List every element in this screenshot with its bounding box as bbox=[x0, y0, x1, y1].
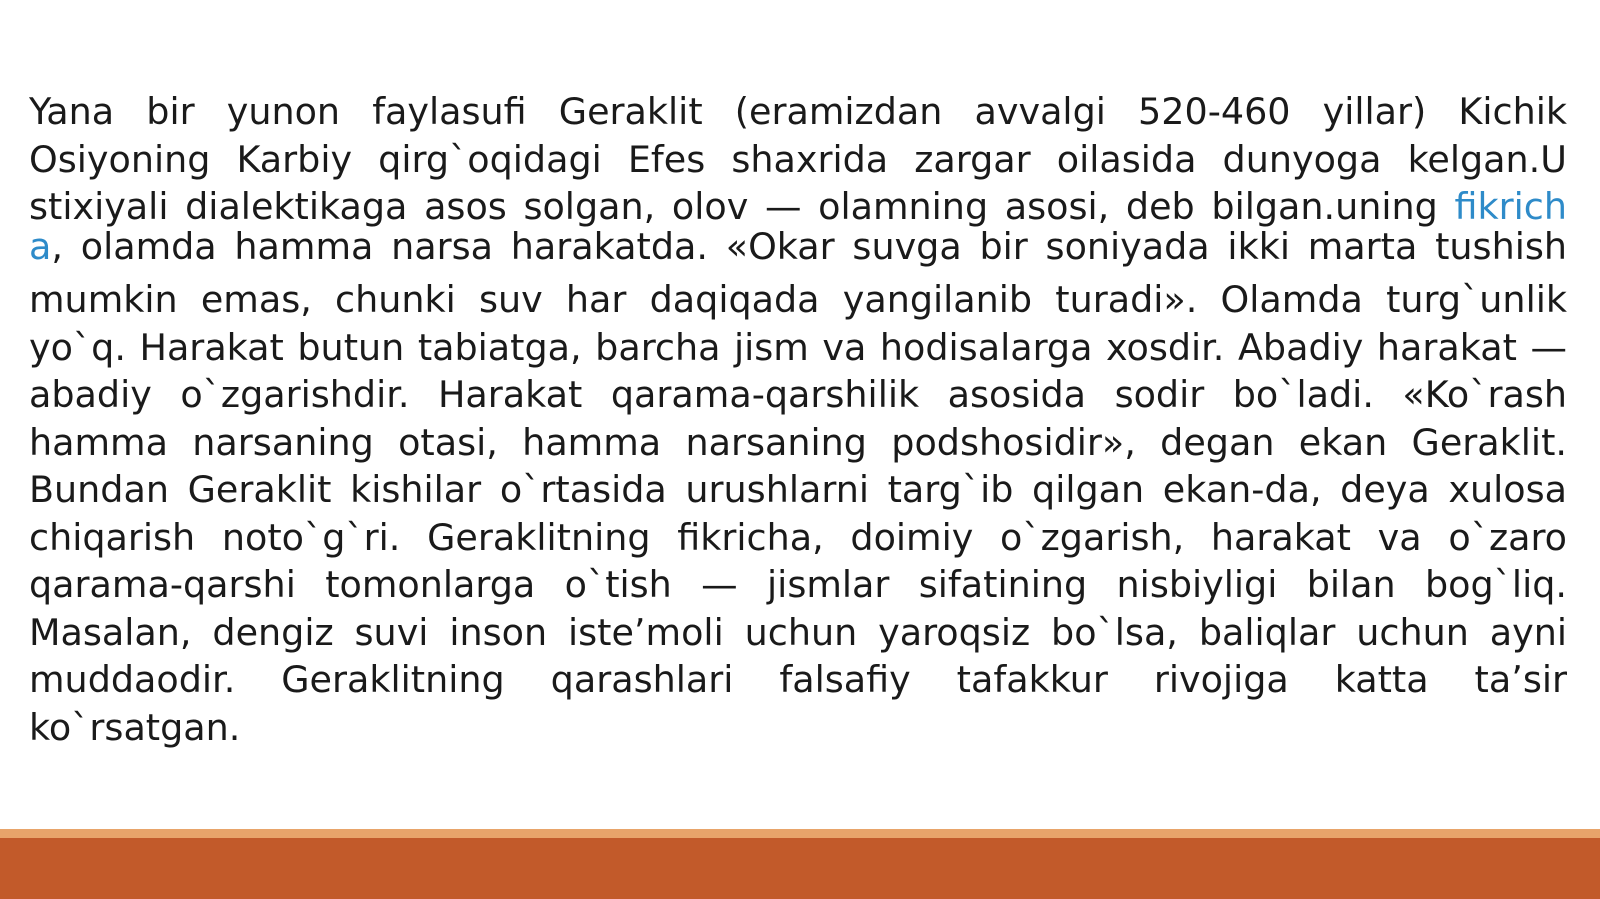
text-line-7: abadiy o`zgarishdir. Harakat qarama-qarshilik asosida sodir bo`ladi. «Ko`rash bbox=[29, 373, 1567, 416]
text-line-1: Yana bir yunon faylasufi Geraklit (eramizdan avvalgi 520-460 yillar) Kichik bbox=[29, 90, 1567, 133]
text-line-12: Masalan, dengiz suvi inson iste’moli uchun yaroqsiz bo`lsa, baliqlar uchun ayni bbox=[29, 610, 1567, 654]
text-line-4 bbox=[29, 223, 1567, 271]
text-line-13: muddaodir. Geraklitning qarashlari falsafiy tafakkur rivojiga katta ta’sir bbox=[29, 658, 1567, 701]
text-line-9: Bundan Geraklit kishilar o`rtasida urushlarni targ`ib qilgan ekan-da, deya xulosa bbox=[29, 468, 1567, 511]
text-line-14: ko`rsatgan. bbox=[29, 705, 241, 749]
body-paragraph bbox=[29, 88, 1567, 751]
text-line-4-content: , olamda hamma narsa harakatda. «Okar suvga bir soniyada ikki marta tushish bbox=[51, 224, 1567, 268]
text-line-2: Osiyoning Karbiy qirg`oqidagi Efes shaxrida zargar oilasida dunyoga kelgan.U bbox=[29, 137, 1567, 181]
footer-accent-line bbox=[0, 829, 1600, 838]
footer-bar bbox=[0, 838, 1600, 899]
fikricha-link-part2[interactable]: a bbox=[29, 224, 52, 268]
fikricha-link-part1[interactable]: fikrich bbox=[1454, 185, 1567, 228]
text-line-5: mumkin emas, chunki suv har daqiqada yangilanib turadi». Olamda turg`unlik bbox=[29, 278, 1567, 321]
text-line-11: qarama-qarshi tomonlarga o`tish — jismlar sifatining nisbiyligi bilan bog`liq. bbox=[29, 563, 1567, 606]
text-line-10: chiqarish noto`g`ri. Geraklitning fikricha, doimiy o`zgarish, harakat va o`zaro bbox=[29, 515, 1567, 559]
text-line-3-content: stixiyali dialektikaga asos solgan, olov — olamning asosi, deb bilgan.uning bbox=[29, 185, 1438, 228]
text-line-8: hamma narsaning otasi, hamma narsaning podshosidir», degan ekan Geraklit. bbox=[29, 420, 1567, 464]
text-line-6: yo`q. Harakat butun tabiatga, barcha jism va hodisalarga xosdir. Abadiy harakat — bbox=[29, 325, 1567, 369]
